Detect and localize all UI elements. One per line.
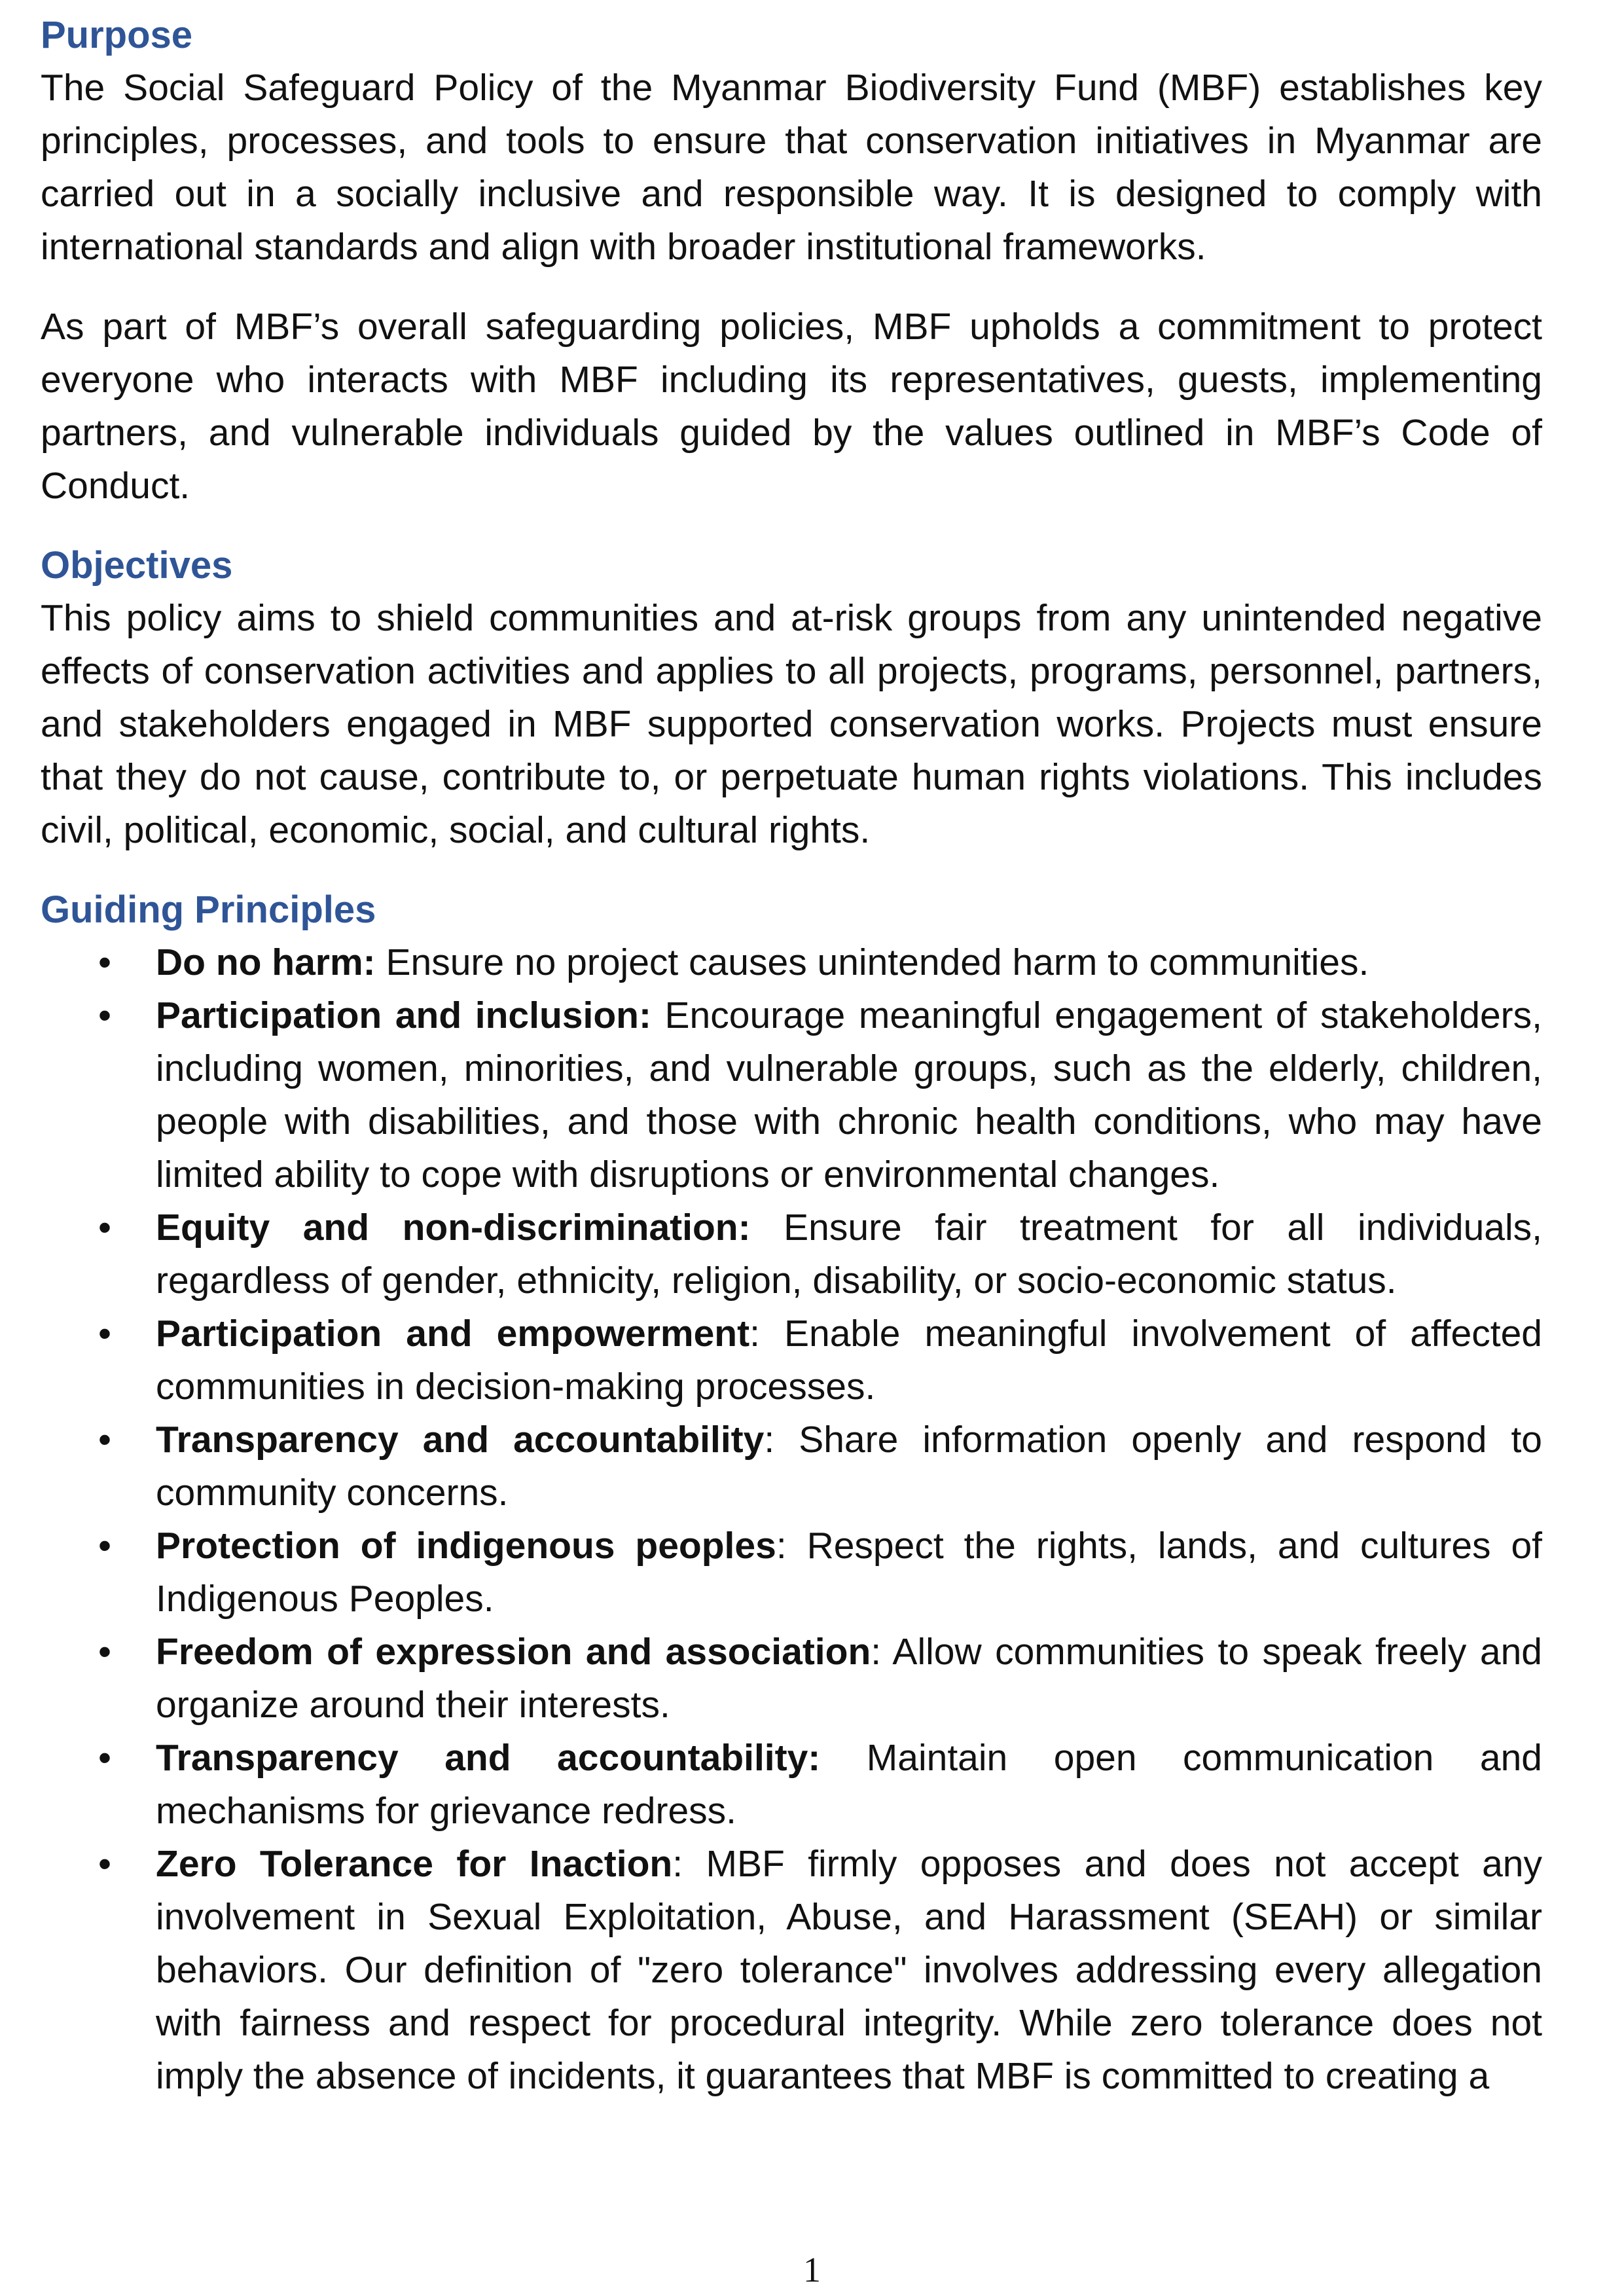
principle-term: Protection of indigenous peoples xyxy=(156,1525,776,1567)
principle-text: Encourage meaningful engagement of stakeholders, including women, minorities, and vulnerable groups, such as the elderly, children, people with disabilities, and those with chronic health conditions, who may have limited ability to cope with disruptions or environmental changes. xyxy=(156,994,1542,1195)
bullet-icon: • xyxy=(98,1419,111,1461)
bullet-icon: • xyxy=(98,1843,111,1885)
guiding-principles-list xyxy=(41,936,1542,2103)
bullet-icon: • xyxy=(98,1737,111,1779)
document-page xyxy=(41,9,1542,2103)
bullet-icon: • xyxy=(98,1207,111,1248)
purpose-heading: Purpose xyxy=(41,14,193,56)
bullet-icon: • xyxy=(98,1313,111,1355)
bullet-icon: • xyxy=(98,994,111,1036)
list-item xyxy=(41,1413,1542,1520)
principle-text: : Respect the rights, lands, and cultures of Indigenous Peoples. xyxy=(156,1525,1543,1620)
list-item xyxy=(41,936,1542,989)
list-item xyxy=(41,1307,1542,1413)
list-item xyxy=(41,1201,1542,1307)
bullet-icon: • xyxy=(98,1631,111,1673)
principle-term: Transparency and accountability: xyxy=(156,1737,821,1779)
principle-term: Participation and empowerment xyxy=(156,1313,750,1355)
principle-text: : Allow communities to speak freely and organize around their interests. xyxy=(156,1631,1542,1726)
principle-text: Ensure fair treatment for all individuals, regardless of gender, ethnicity, religion, disability, or socio-economic status. xyxy=(156,1207,1542,1302)
objectives-heading: Objectives xyxy=(41,544,233,587)
list-item xyxy=(41,1520,1542,1626)
principle-term: Participation and inclusion: xyxy=(156,994,651,1036)
objectives-paragraph: This policy aims to shield communities and at-risk groups from any unintended negative effects of conservation activities and applies to all projects, programs, personnel, partners, and stakeholders engaged in MBF supported conservation works. Projects must ensure that they do not cause, contribute to, or perpetuate human rights violations. This includes civil, political, economic, social, and cultural rights. xyxy=(41,597,1542,851)
principle-text: : MBF firmly opposes and does not accept any involvement in Sexual Exploitation, Abuse, and Harassment (SEAH) or similar behaviors. Our definition of "zero tolerance" involves addressing every allegation with fairness and respect for procedural integrity. While zero tolerance does not imply the absence of incidents, it guarantees that MBF is committed to creating a xyxy=(156,1843,1542,2097)
principle-text: : Share information openly and respond to community concerns. xyxy=(156,1419,1543,1514)
list-item xyxy=(41,1732,1542,1838)
purpose-paragraph-2: As part of MBF’s overall safeguarding policies, MBF upholds a commitment to protect everyone who interacts with MBF including its representatives, guests, implementing partners, and vulnerable individuals guided by the values outlined in MBF’s Code of Conduct. xyxy=(41,306,1542,507)
principle-term: Freedom of expression and association xyxy=(156,1631,871,1673)
principle-term: Transparency and accountability xyxy=(156,1419,765,1461)
principle-text: : Enable meaningful involvement of affected communities in decision-making processes. xyxy=(156,1313,1542,1408)
principle-term: Do no harm: xyxy=(156,941,376,983)
guiding-principles-heading: Guiding Principles xyxy=(41,888,376,931)
bullet-icon: • xyxy=(98,1525,111,1567)
principle-text: Maintain open communication and mechanisms for grievance redress. xyxy=(156,1737,1542,1832)
principle-text: Ensure no project causes unintended harm to communities. xyxy=(375,941,1369,983)
list-item xyxy=(41,1838,1542,2103)
principle-term: Equity and non-discrimination: xyxy=(156,1207,751,1248)
list-item xyxy=(41,1626,1542,1732)
principle-term: Zero Tolerance for Inaction xyxy=(156,1843,673,1885)
purpose-paragraph-1: The Social Safeguard Policy of the Myanmar Biodiversity Fund (MBF) establishes key principles, processes, and tools to ensure that conservation initiatives in Myanmar are carried out in a socially inclusive and responsible way. It is designed to comply with international standards and align with broader institutional frameworks. xyxy=(41,67,1542,268)
bullet-icon: • xyxy=(98,941,111,983)
page-number: 1 xyxy=(803,2250,821,2289)
list-item xyxy=(41,989,1542,1201)
